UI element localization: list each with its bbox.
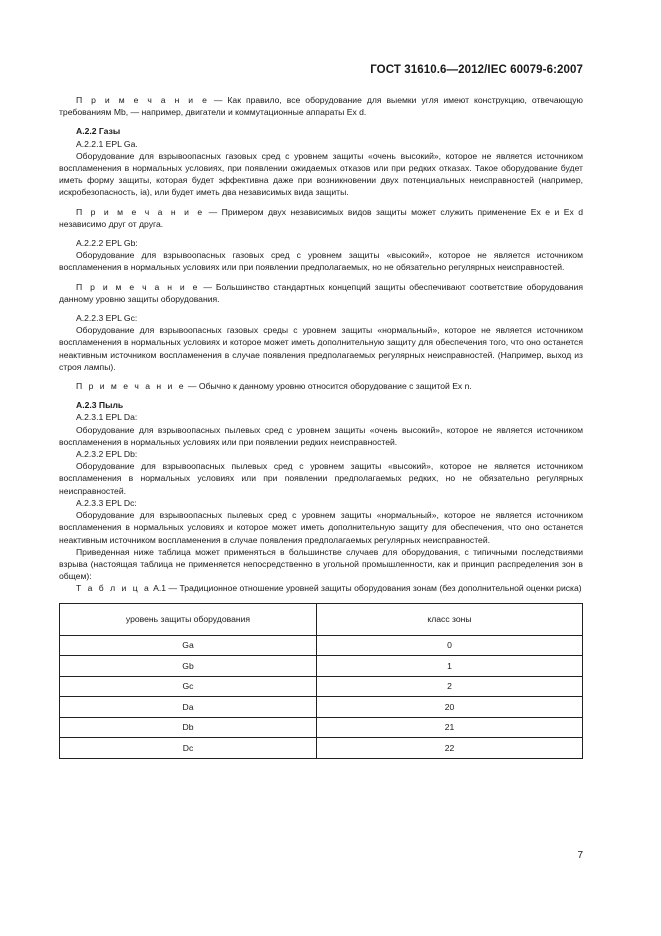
cell-zone: 2 (317, 676, 583, 697)
note-text: — Примером двух независимых видов защиты может служить применение Ex e и Ex d независимо друг от друга. (59, 206, 584, 229)
section-heading-dust: А.2.3 Пыль (76, 400, 124, 411)
table-row (60, 676, 583, 697)
clause-text-gc: Оборудование для взрывоопасных газовых среды с уровнем защиты «нормальный», которое не является источником воспламенения в нормальных условиях и которое может иметь дополнительную защиту для обеспечения того, что оно останется неактивным источником воспламенения в случае появления предполагаемых регулярных неисправностей. (Например, выход из строя лампы). (59, 325, 583, 372)
clause-text-ga: Оборудование для взрывоопасных газовых сред с уровнем защиты «очень высокий», которое не является источником воспламенения в нормальных условиях, при появлении ожидаемых отказов или при редких отказах. Такое оборудование будет иметь форму защиты, которая будет эффективна даже при возникновении двух потенциальных неисправностей (например, искробезопасность, ia), или будет иметь два независимых вида защиты. (59, 150, 583, 198)
note-paragraph (59, 281, 583, 305)
note-label: П р и м е ч а н и е (76, 381, 186, 392)
table-row (60, 738, 583, 759)
table-caption (59, 582, 583, 594)
note-text: — Обычно к данному уровню относится оборудование с защитой Ex n. (185, 381, 472, 392)
document-header: ГОСТ 31610.6—2012/IEC 60079-6:2007 (370, 64, 583, 76)
clause-text-db: Оборудование для взрывоопасных пылевых сред с уровнем защиты «высокий», которое не является источником воспламенения в нормальных условиях или при появлении предполагаемых редких, но не обязательно регулярных неисправностей. (59, 461, 583, 496)
note-paragraph (59, 380, 583, 392)
clause-label-db: А.2.3.2 EPL Db: (76, 449, 138, 460)
note-text: — Большинство стандартных концепций защиты обеспечивают соответствие оборудования данному уровню защиты оборудования. (59, 281, 584, 304)
cell-level: Da (60, 697, 317, 718)
epl-zone-table (59, 603, 583, 759)
cell-level: Ga (60, 635, 317, 656)
table-row (60, 635, 583, 656)
table-caption-label: Т а б л и ц а (76, 583, 151, 594)
cell-zone: 1 (317, 656, 583, 677)
note-paragraph (59, 206, 583, 230)
clause-label-da: А.2.3.1 EPL Da: (76, 412, 138, 423)
note-label: П р и м е ч а н и е (76, 206, 205, 217)
note-paragraph (59, 94, 583, 118)
cell-zone: 22 (317, 738, 583, 759)
column-header-level: уровень защиты оборудования (60, 603, 317, 635)
cell-level: Gb (60, 656, 317, 677)
note-label: П р и м е ч а н и е (76, 95, 209, 105)
cell-level: Gc (60, 676, 317, 697)
cell-zone: 20 (317, 697, 583, 718)
table-row (60, 717, 583, 738)
clause-text-da: Оборудование для взрывоопасных пылевых сред с уровнем защиты «очень высокий», которое не является источником воспламенения в нормальных условиях или при появлении редких неисправностей. (59, 424, 583, 447)
cell-level: Dc (60, 738, 317, 759)
clause-text-gb: Оборудование для взрывоопасных газовых сред с уровнем защиты «высокий», которое не является источником воспламенения в нормальных условиях или при появлении предполагаемых, но не обязательно регулярных неисправностей. (59, 250, 583, 273)
note-text: — Как правило, все оборудование для выемки угля имеют конструкцию, отвечающую требованиям Mb, — например, двигатели и коммутационные аппараты Ex d. (59, 95, 584, 118)
table-row (60, 656, 583, 677)
cell-zone: 0 (317, 635, 583, 656)
table-header-row (60, 603, 583, 635)
clause-label-gc: А.2.2.3 EPL Gc: (76, 313, 138, 324)
table-caption-text: А.1 — Традиционное отношение уровней защиты оборудования зонам (без дополнительной оценки риска) (150, 583, 582, 594)
page-number: 7 (577, 850, 583, 861)
cell-zone: 21 (317, 717, 583, 738)
closing-paragraph: Приведенная ниже таблица может применяться в большинстве случаев для оборудования, с типичными последствиями взрыва (настоящая таблица не применяется непосредственно в угольной промышленности, как и принцип распределения зон в общем): (59, 546, 583, 582)
page-content (59, 94, 583, 759)
table-row (60, 697, 583, 718)
column-header-zone: класс зоны (317, 603, 583, 635)
clause-label-dc: А.2.3.3 EPL Dc: (76, 497, 137, 508)
clause-label-ga: А.2.2.1 EPL Ga. (76, 138, 138, 149)
clause-text-dc: Оборудование для взрывоопасных пылевых сред с уровнем защиты «нормальный», которое не является источником воспламенения в нормальных условиях и которое может иметь дополнительную защиту для обеспечения, что оно останется неактивным источником воспламенения в случае появления предполагаемых регулярных неисправностей. (59, 510, 583, 545)
cell-level: Db (60, 717, 317, 738)
section-heading-gases: А.2.2 Газы (76, 126, 121, 137)
note-label: П р и м е ч а н и е (76, 281, 200, 292)
clause-label-gb: А.2.2.2 EPL Gb: (76, 238, 138, 249)
